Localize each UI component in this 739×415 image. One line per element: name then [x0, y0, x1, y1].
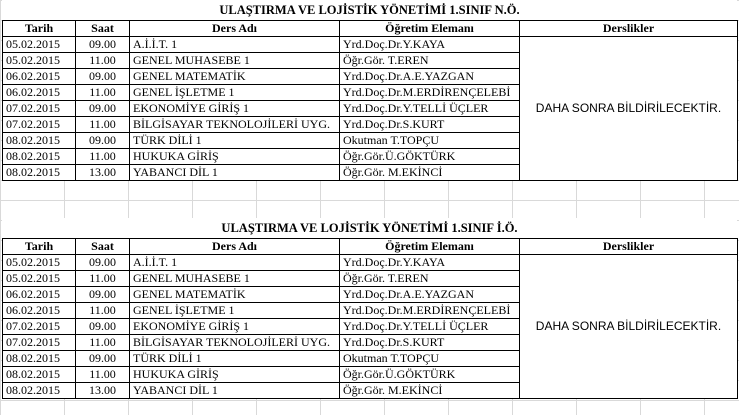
cell-course[interactable]: TÜRK DİLİ 1 — [130, 351, 340, 367]
cell-time[interactable]: 09.00 — [76, 319, 130, 335]
header-lecturer: Öğretim Elemanı — [340, 21, 520, 37]
cell-time[interactable]: 11.00 — [76, 335, 130, 351]
cell-lecturer[interactable]: Yrd.Doç.Dr.S.KURT — [340, 117, 520, 133]
cell-date[interactable]: 05.02.2015 — [3, 271, 76, 287]
cell-lecturer[interactable]: Okutman T.TOPÇU — [340, 351, 520, 367]
cell-course[interactable]: GENEL MUHASEBE 1 — [130, 53, 340, 69]
cell-time[interactable]: 11.00 — [76, 53, 130, 69]
header-row — [3, 21, 738, 37]
cell-lecturer[interactable]: Okutman T.TOPÇU — [340, 133, 520, 149]
cell-time[interactable]: 09.00 — [76, 37, 130, 53]
cell-date[interactable]: 08.02.2015 — [3, 367, 76, 383]
schedule-table — [2, 20, 738, 181]
cell-time[interactable]: 09.00 — [76, 351, 130, 367]
header-time: Saat — [76, 239, 130, 255]
cell-date[interactable]: 05.02.2015 — [3, 53, 76, 69]
cell-lecturer[interactable]: Yrd.Doç.Dr.Y.KAYA — [340, 255, 520, 271]
cell-course[interactable]: GENEL MUHASEBE 1 — [130, 271, 340, 287]
cell-time[interactable]: 09.00 — [76, 69, 130, 85]
cell-time[interactable]: 11.00 — [76, 367, 130, 383]
cell-date[interactable]: 08.02.2015 — [3, 383, 76, 399]
cell-lecturer[interactable]: Öğr.Gör. M.EKİNCİ — [340, 165, 520, 181]
cell-course[interactable]: GENEL MATEMATİK — [130, 69, 340, 85]
header-lecturer: Öğretim Elemanı — [340, 239, 520, 255]
cell-time[interactable]: 11.00 — [76, 85, 130, 101]
cell-course[interactable]: HUKUKA GİRİŞ — [130, 149, 340, 165]
cell-time[interactable]: 11.00 — [76, 271, 130, 287]
cell-date[interactable]: 06.02.2015 — [3, 287, 76, 303]
cell-date[interactable]: 07.02.2015 — [3, 319, 76, 335]
cell-date[interactable]: 08.02.2015 — [3, 149, 76, 165]
cell-time[interactable]: 11.00 — [76, 303, 130, 319]
header-date: Tarih — [3, 239, 76, 255]
exam-schedule-evening-program — [2, 218, 737, 399]
cell-lecturer[interactable]: Öğr.Gör. T.EREN — [340, 53, 520, 69]
spreadsheet — [2, 0, 737, 399]
cell-date[interactable]: 06.02.2015 — [3, 85, 76, 101]
exam-schedule-day-program — [2, 0, 737, 181]
cell-time[interactable]: 11.00 — [76, 117, 130, 133]
header-row — [3, 239, 738, 255]
header-course: Ders Adı — [130, 21, 340, 37]
rooms-note[interactable]: DAHA SONRA BİLDİRİLECEKTİR. — [520, 255, 738, 399]
cell-date[interactable]: 05.02.2015 — [3, 255, 76, 271]
cell-lecturer[interactable]: Yrd.Doç.Dr.S.KURT — [340, 335, 520, 351]
cell-course[interactable]: EKONOMİYE GİRİŞ 1 — [130, 319, 340, 335]
cell-time[interactable]: 09.00 — [76, 255, 130, 271]
cell-course[interactable]: GENEL İŞLETME 1 — [130, 85, 340, 101]
blank-rows — [2, 181, 737, 218]
cell-lecturer[interactable]: Yrd.Doç.Dr.Y.KAYA — [340, 37, 520, 53]
cell-course[interactable]: A.İ.İ.T. 1 — [130, 37, 340, 53]
cell-time[interactable]: 09.00 — [76, 133, 130, 149]
cell-lecturer[interactable]: Yrd.Doç.Dr.M.ERDİRENÇELEBİ — [340, 303, 520, 319]
cell-date[interactable]: 07.02.2015 — [3, 117, 76, 133]
cell-lecturer[interactable]: Öğr.Gör. M.EKİNCİ — [340, 383, 520, 399]
cell-time[interactable]: 13.00 — [76, 165, 130, 181]
cell-lecturer[interactable]: Öğr.Gör.Ü.GÖKTÜRK — [340, 367, 520, 383]
schedule-title: ULAŞTIRMA VE LOJİSTİK YÖNETİMİ 1.SINIF N.Ö. — [2, 0, 737, 20]
rooms-note[interactable]: DAHA SONRA BİLDİRİLECEKTİR. — [520, 37, 738, 181]
cell-date[interactable]: 08.02.2015 — [3, 351, 76, 367]
cell-lecturer[interactable]: Yrd.Doç.Dr.A.E.YAZGAN — [340, 287, 520, 303]
cell-course[interactable]: YABANCI DİL 1 — [130, 165, 340, 181]
cell-date[interactable]: 07.02.2015 — [3, 101, 76, 117]
header-time: Saat — [76, 21, 130, 37]
cell-lecturer[interactable]: Yrd.Doç.Dr.Y.TELLİ ÜÇLER — [340, 101, 520, 117]
cell-lecturer[interactable]: Öğr.Gör. T.EREN — [340, 271, 520, 287]
cell-time[interactable]: 09.00 — [76, 287, 130, 303]
cell-date[interactable]: 08.02.2015 — [3, 133, 76, 149]
cell-lecturer[interactable]: Öğr.Gör.Ü.GÖKTÜRK — [340, 149, 520, 165]
cell-date[interactable]: 07.02.2015 — [3, 335, 76, 351]
cell-course[interactable]: GENEL MATEMATİK — [130, 287, 340, 303]
cell-time[interactable]: 09.00 — [76, 101, 130, 117]
cell-course[interactable]: BİLGİSAYAR TEKNOLOJİLERİ UYG. — [130, 117, 340, 133]
table-row — [3, 37, 738, 53]
table-row — [3, 255, 738, 271]
cell-course[interactable]: HUKUKA GİRİŞ — [130, 367, 340, 383]
cell-date[interactable]: 05.02.2015 — [3, 37, 76, 53]
cell-date[interactable]: 06.02.2015 — [3, 69, 76, 85]
schedule-table — [2, 238, 738, 399]
cell-date[interactable]: 08.02.2015 — [3, 165, 76, 181]
cell-course[interactable]: BİLGİSAYAR TEKNOLOJİLERİ UYG. — [130, 335, 340, 351]
schedule-title: ULAŞTIRMA VE LOJİSTİK YÖNETİMİ 1.SINIF İ.Ö. — [2, 218, 737, 238]
cell-time[interactable]: 13.00 — [76, 383, 130, 399]
cell-lecturer[interactable]: Yrd.Doç.Dr.M.ERDİRENÇELEBİ — [340, 85, 520, 101]
cell-course[interactable]: GENEL İŞLETME 1 — [130, 303, 340, 319]
cell-time[interactable]: 11.00 — [76, 149, 130, 165]
cell-date[interactable]: 06.02.2015 — [3, 303, 76, 319]
cell-lecturer[interactable]: Yrd.Doç.Dr.A.E.YAZGAN — [340, 69, 520, 85]
cell-course[interactable]: A.İ.İ.T. 1 — [130, 255, 340, 271]
header-date: Tarih — [3, 21, 76, 37]
header-course: Ders Adı — [130, 239, 340, 255]
header-rooms: Derslikler — [520, 239, 738, 255]
cell-course[interactable]: YABANCI DİL 1 — [130, 383, 340, 399]
cell-lecturer[interactable]: Yrd.Doç.Dr.Y.TELLİ ÜÇLER — [340, 319, 520, 335]
header-rooms: Derslikler — [520, 21, 738, 37]
cell-course[interactable]: TÜRK DİLİ 1 — [130, 133, 340, 149]
cell-course[interactable]: EKONOMİYE GİRİŞ 1 — [130, 101, 340, 117]
